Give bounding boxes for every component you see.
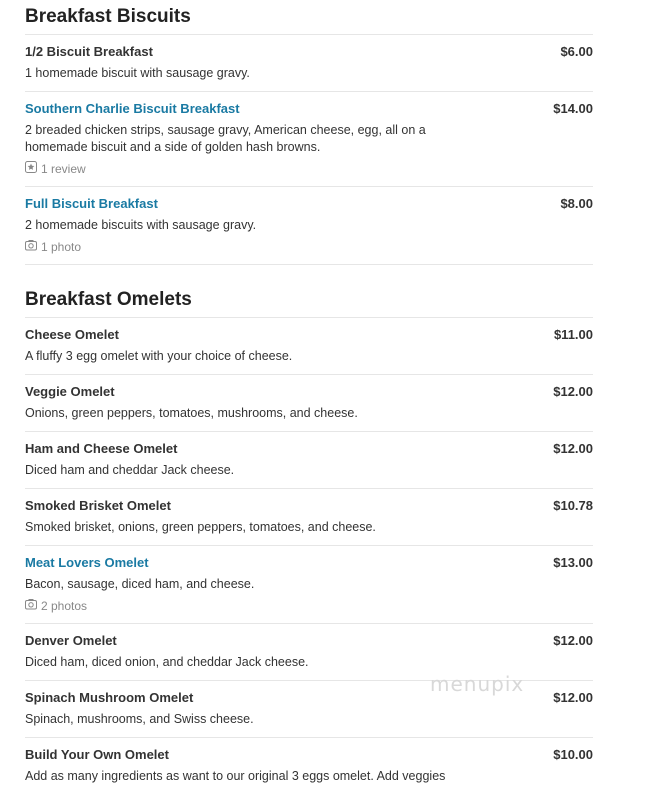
- item-name-link[interactable]: [25, 195, 593, 212]
- item-description: 2 breaded chicken strips, sausage gravy, American cheese, egg, all on a homemade biscuit and a side of golden hash browns.: [25, 123, 426, 154]
- photo-count[interactable]: 2 photos: [41, 599, 88, 613]
- item-price: $13.00: [553, 555, 593, 570]
- item-price: $12.00: [553, 633, 593, 648]
- item-name: Build Your Own Omelet: [25, 747, 169, 762]
- item-price: $10.78: [553, 498, 593, 513]
- item-description: Spinach, mushrooms, and Swiss cheese.: [25, 712, 254, 726]
- camera-icon: [25, 598, 37, 614]
- menu-item: [25, 432, 593, 489]
- menu-item: [25, 35, 593, 92]
- review-count[interactable]: 1 review: [41, 162, 86, 176]
- item-description: Onions, green peppers, tomatoes, mushrooms, and cheese.: [25, 406, 358, 420]
- item-name-text[interactable]: Full Biscuit Breakfast: [25, 196, 158, 211]
- item-name-text[interactable]: Southern Charlie Biscuit Breakfast: [25, 101, 240, 116]
- item-description: Diced ham, diced onion, and cheddar Jack cheese.: [25, 655, 309, 669]
- item-description: Add as many ingredients as want to our original 3 eggs omelet. Add veggies: [25, 769, 446, 783]
- review-icon: [25, 161, 37, 177]
- item-name: Spinach Mushroom Omelet: [25, 690, 194, 705]
- item-name: Smoked Brisket Omelet: [25, 498, 171, 513]
- item-description: 2 homemade biscuits with sausage gravy.: [25, 218, 257, 232]
- item-price: $12.00: [553, 441, 593, 456]
- item-description: Diced ham and cheddar Jack cheese.: [25, 463, 235, 477]
- item-description: Bacon, sausage, diced ham, and cheese.: [25, 577, 255, 591]
- item-name-link[interactable]: [25, 554, 593, 571]
- item-name: Cheese Omelet: [25, 327, 119, 342]
- photo-link[interactable]: [25, 598, 593, 614]
- menu-item: [25, 738, 593, 794]
- item-name-link[interactable]: [25, 100, 593, 117]
- item-price: $12.00: [553, 690, 593, 705]
- section-title: Breakfast Biscuits: [25, 0, 593, 35]
- item-price: $14.00: [553, 101, 593, 116]
- menu-item: [25, 318, 593, 375]
- menu-item: [25, 92, 593, 187]
- review-link[interactable]: [25, 161, 593, 177]
- item-description: A fluffy 3 egg omelet with your choice of cheese.: [25, 349, 293, 363]
- item-description: 1 homemade biscuit with sausage gravy.: [25, 66, 250, 80]
- camera-icon: [25, 239, 37, 255]
- menu-item: [25, 489, 593, 546]
- section-title: Breakfast Omelets: [25, 283, 593, 318]
- item-price: $10.00: [553, 747, 593, 762]
- menu-item: [25, 546, 593, 624]
- photo-link[interactable]: [25, 239, 593, 255]
- item-price: $6.00: [560, 44, 593, 59]
- item-name: Denver Omelet: [25, 633, 117, 648]
- item-name-text[interactable]: Meat Lovers Omelet: [25, 555, 149, 570]
- item-name: Veggie Omelet: [25, 384, 115, 399]
- item-price: $8.00: [560, 196, 593, 211]
- item-price: $12.00: [553, 384, 593, 399]
- item-description: Smoked brisket, onions, green peppers, tomatoes, and cheese.: [25, 520, 376, 534]
- item-price: $11.00: [553, 327, 593, 342]
- item-name: Ham and Cheese Omelet: [25, 441, 178, 456]
- menu-item: [25, 187, 593, 265]
- watermark: menupix: [430, 672, 525, 696]
- photo-count[interactable]: 1 photo: [41, 240, 82, 254]
- menu-item: [25, 375, 593, 432]
- item-name: 1/2 Biscuit Breakfast: [25, 44, 153, 59]
